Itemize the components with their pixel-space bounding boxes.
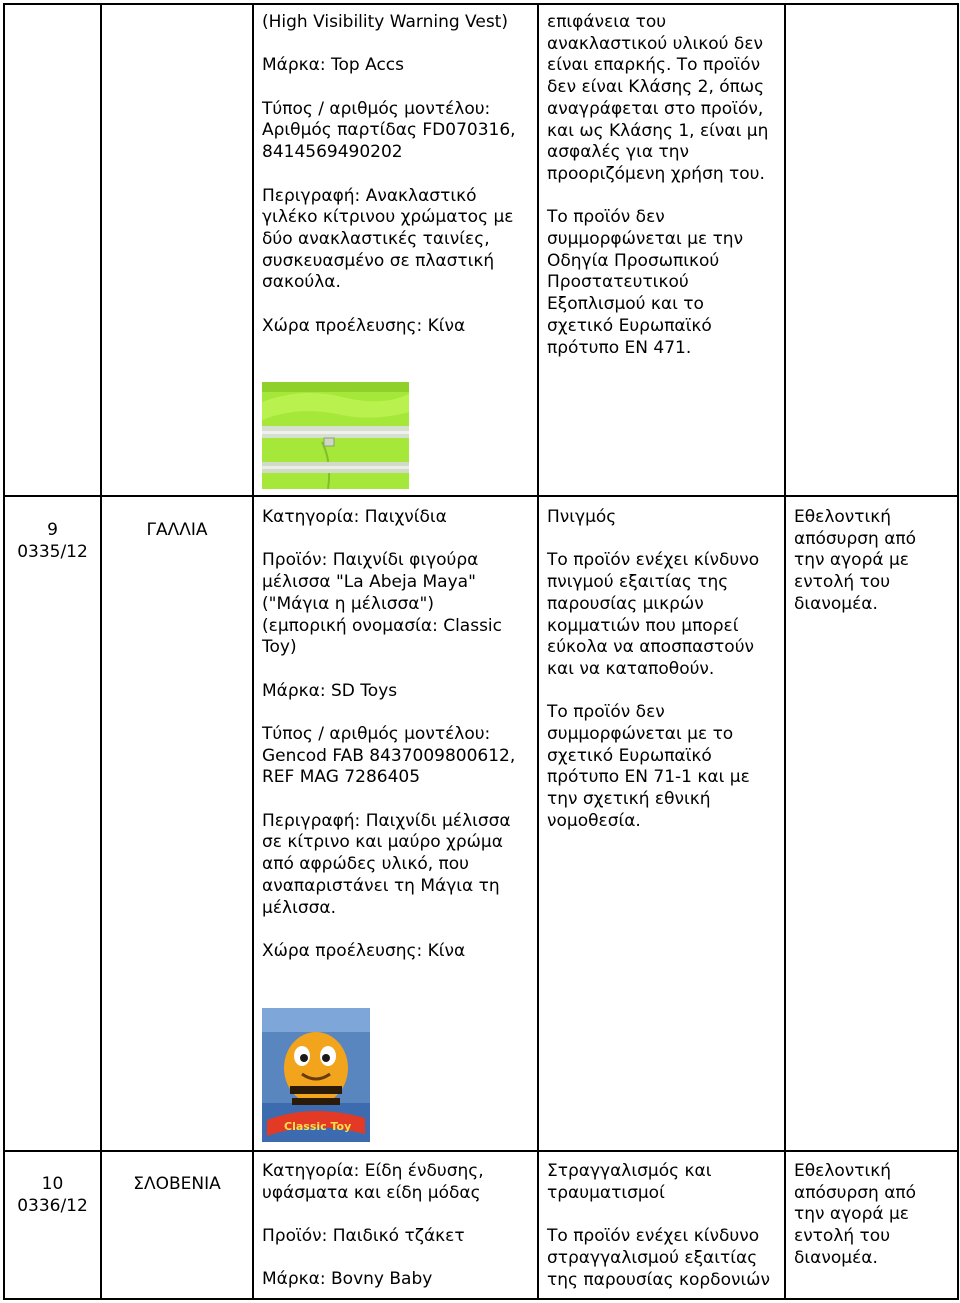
notification-code: 0336/12	[17, 1195, 88, 1216]
notifying-country-cell	[102, 520, 252, 542]
description-paragraph: Περιγραφή: Ανακλαστικό γιλέκο κίτρινου χρώματος με δύο ανακλαστικές ταινίες, συσκευασμένο σε πλαστική σακούλα.	[262, 185, 514, 293]
product-description-cell	[262, 12, 534, 337]
notification-code: 0335/12	[17, 541, 88, 562]
measures-cell	[794, 1161, 954, 1270]
description-paragraph: Τύπος / αριθμός μοντέλου: Αριθμός παρτίδας FD070316, 8414569490202	[262, 98, 516, 163]
description-paragraph: Κατηγορία: Είδη ένδυσης, υφάσματα και είδη μόδας	[262, 1161, 484, 1203]
risk-description-cell	[547, 12, 783, 359]
description-paragraph: Μάρκα: SD Toys	[262, 680, 398, 701]
description-paragraph: Κατηγορία: Παιχνίδια	[262, 507, 447, 527]
risk-description-cell	[547, 507, 783, 833]
row-divider	[3, 495, 959, 497]
table-top-border	[3, 3, 959, 5]
measures-cell	[794, 507, 954, 616]
measures-text: Εθελοντική απόσυρση από την αγορά με εντολή του διανομέα.	[794, 507, 917, 614]
column-divider	[537, 3, 539, 1300]
risk-paragraph: Το προϊόν δεν συμμορφώνεται με το σχετικό Ευρωπαϊκό πρότυπο EN 71-1 και με την σχετική εθνική νομοθεσία.	[547, 702, 750, 831]
description-paragraph: (High Visibility Warning Vest)	[262, 12, 508, 32]
row-number: 9	[47, 520, 58, 540]
column-divider	[957, 3, 959, 1300]
description-paragraph: Χώρα προέλευσης: Κίνα	[262, 315, 466, 336]
risk-description-cell	[547, 1161, 783, 1291]
toy-box-caption: Classic Toy	[284, 1120, 352, 1133]
column-divider	[252, 3, 254, 1300]
country-name: ΣΛΟΒΕΝΙΑ	[133, 1174, 221, 1194]
notifying-country-cell	[102, 1174, 252, 1196]
row-number: 10	[41, 1174, 64, 1194]
description-paragraph: Περιγραφή: Παιχνίδι μέλισσα σε κίτρινο και μαύρο χρώμα από αφρώδες υλικό, που αναπαριστάνει τη Μάγια τη μέλισσα.	[262, 810, 511, 918]
description-paragraph: Χώρα προέλευσης: Κίνα	[262, 940, 466, 961]
notification-number-cell	[5, 520, 100, 563]
product-description-cell	[262, 507, 534, 963]
description-paragraph: Προϊόν: Παιδικό τζάκετ	[262, 1226, 465, 1247]
column-divider	[784, 3, 786, 1300]
risk-type: Στραγγαλισμός και τραυματισμοί	[547, 1161, 712, 1203]
description-paragraph: Μάρκα: Bovny Baby	[262, 1269, 433, 1290]
column-divider	[3, 3, 5, 1300]
product-description-cell	[262, 1161, 534, 1291]
bee-toy-product-photo	[262, 1008, 370, 1142]
risk-paragraph: Το προϊόν δεν συμμορφώνεται με την Οδηγία Προσωπικού Προστατευτικού Εξοπλισμού και το σχετικό Ευρωπαϊκό πρότυπο EN 471.	[547, 207, 744, 358]
risk-paragraph: επιφάνεια του ανακλαστικού υλικού δεν είναι επαρκής. Το προϊόν δεν είναι Κλάσης 2, όπως αναγράφεται στο προϊόν, και ως Κλάσης 1, είναι μη ασφαλές για την προοριζόμενη χρήση του.	[547, 12, 769, 184]
column-divider	[100, 3, 102, 1300]
description-paragraph: Τύπος / αριθμός μοντέλου: Gencod FAB 8437009800612, REF MAG 7286405	[262, 723, 516, 788]
risk-paragraph: Το προϊόν ενέχει κίνδυνο στραγγαλισμού εξαιτίας της παρουσίας κορδονιών	[547, 1226, 770, 1290]
row-divider	[3, 1150, 959, 1152]
table-bottom-border	[3, 1298, 959, 1300]
vest-product-photo	[262, 382, 409, 489]
notification-number-cell	[5, 1174, 100, 1217]
description-paragraph: Μάρκα: Top Accs	[262, 55, 404, 76]
description-paragraph: Προϊόν: Παιχνίδι φιγούρα μέλισσα "La Abeja Maya" ("Μάγια η μέλισσα") (εμπορική ονομασία: Classic Toy)	[262, 550, 502, 658]
measures-text: Εθελοντική απόσυρση από την αγορά με εντολή του διανομέα.	[794, 1161, 917, 1268]
risk-paragraph: Το προϊόν ενέχει κίνδυνο πνιγμού εξαιτίας της παρουσίας μικρών κομματιών που μπορεί εύκολα να αποσπαστούν και να καταποθούν.	[547, 550, 760, 679]
risk-type: Πνιγμός	[547, 507, 617, 527]
country-name: ΓΑΛΛΙΑ	[146, 520, 208, 540]
